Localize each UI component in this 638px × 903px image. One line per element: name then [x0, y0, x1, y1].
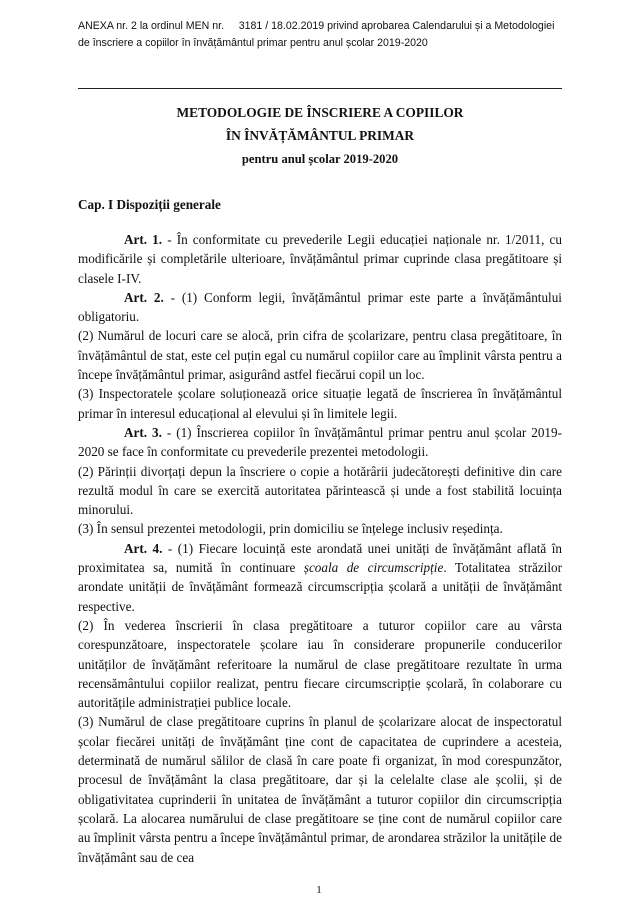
article-2-paragraph-3: (3) Inspectoratele școlare soluționează orice situație legată de înscrierea în învățământul primar în interesul educațional al elevului și în limitele legii. [78, 386, 562, 421]
article-4-paragraph-3: (3) Numărul de clase pregătitoare cuprins în planul de școlarizare alocat de inspectoratul școlar fiecărei unități de învățământ ține cont de capacitatea de cuprindere a acesteia, determinată de numărul sălilor de clasă în care poate fi organizat, în mod corespunzător, procesul de învățământ la clasa pregătitoare, dar și la celelalte clase ale școlii, și de obligativitatea cuprinderii în unitatea de învățământ a tuturor copiilor din circumscripția școlară. La alocarea numărului de clase pregătitoare se ține cont de numărul copiilor care au împlinit vârsta pentru a începe învățământul primar, de arondarea străzilor la unitățile de învățământ sau de cea [78, 714, 562, 865]
article-2-paragraph-2: (2) Numărul de locuri care se alocă, prin cifra de școlarizare, pentru clasa pregătitoare, în învățământul de stat, este cel puțin egal cu numărul copiilor care au împlinit vârsta pentru a începe învățământul primar, asigurând astfel fiecărui copil un loc. [78, 328, 562, 383]
article-label: Art. 1. [124, 232, 163, 247]
header-line-1: ANEXA nr. 2 la ordinul MEN nr. 3181 / 18.02.2019 privind aprobarea Calendarului și a Metodologiei [78, 20, 555, 32]
document-title-line-1: METODOLOGIE DE ÎNSCRIERE A COPIILOR [176, 105, 464, 120]
article-1 [78, 230, 562, 288]
article-text: - În conformitate cu prevederile Legii educației naționale nr. 1/2011, cu modificările și completările ulterioare, învățământul primar cuprinde clasa pregătitoare și clasele I-IV. [78, 232, 562, 286]
article-4 [78, 539, 562, 616]
header-line-2: de înscriere a copiilor în învățământul primar pentru anul școlar 2019-2020 [78, 37, 428, 49]
chapter-heading: Cap. I Dispoziții generale [78, 197, 221, 212]
article-3-paragraph-2: (2) Părinții divorțați depun la înscriere o copie a hotărârii judecătorești definitive din care rezultă modul în care se exercită autoritatea părintească și unde a fost stabilită locuința minorului. [78, 463, 562, 518]
article-text: - (1) Înscrierea copiilor în învățământul primar pentru anul școlar 2019-2020 se face în conformitate cu prevederile prezentei metodologii. [78, 424, 562, 460]
article-3 [78, 423, 562, 462]
page-number: 1 [316, 884, 322, 896]
article-text: . Totalitatea străzilor arondate unității de învățământ formează circumscripția școlară a unității de învățământ respective. [78, 560, 562, 614]
document-subtitle: pentru anul școlar 2019-2020 [241, 152, 399, 166]
article-4-paragraph-2: (2) În vederea înscrierii în clasa pregătitoare a tuturor copiilor care au vârsta corespunzătoare, inspectoratele școlare iau în considerare propunerile conducerilor unităților de învățământ referitoare la numărul de clase pregătitoare rezultate în urma recensământului copiilor realizat, pentru fiecare circumscripție școlară, în colaborare cu autoritățile administrației publice locale. [78, 617, 562, 711]
article-text: - (1) Fiecare locuință este arondată unei unități de învățământ aflată în proximitatea sa, numită în continuare [78, 540, 562, 576]
header-divider [78, 88, 562, 89]
article-3-paragraph-3: (3) În sensul prezentei metodologii, prin domiciliu se înțelege inclusiv reședința. [78, 521, 503, 537]
article-label: Art. 3. [124, 424, 162, 440]
article-label: Art. 2. [124, 289, 164, 305]
article-text: - (1) Conform legii, învățământul primar este parte a învățământului obligatoriu. [78, 289, 562, 325]
page-header [78, 18, 562, 52]
article-2 [78, 288, 562, 327]
document-body [78, 230, 562, 867]
defined-term: școala de circumscripție [303, 560, 444, 576]
article-label: Art. 4. [124, 540, 163, 556]
document-title-line-2: ÎN ÎNVĂȚĂMÂNTUL PRIMAR [225, 128, 415, 143]
